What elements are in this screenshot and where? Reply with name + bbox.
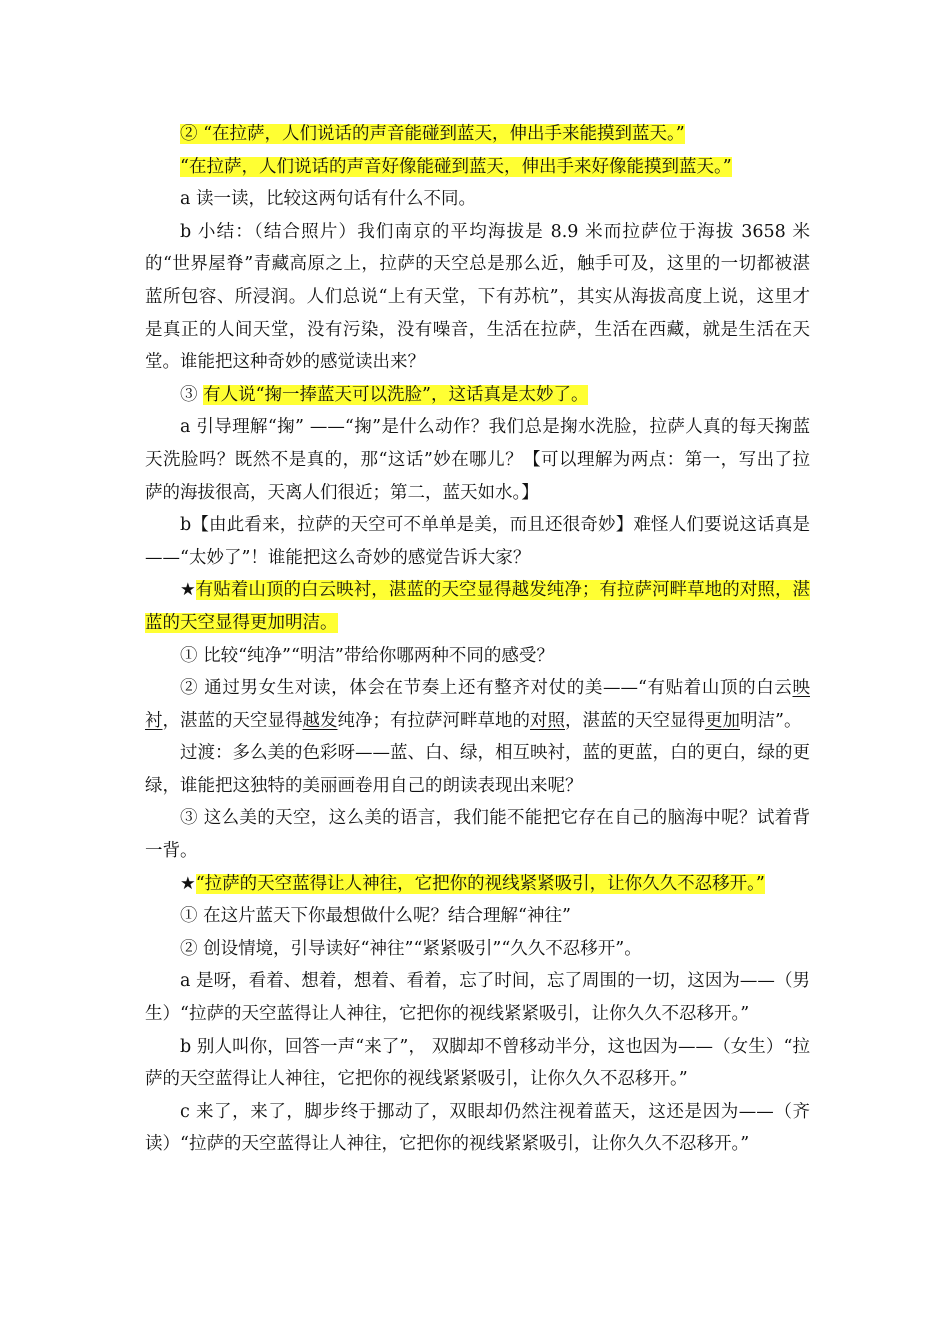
item-marker: ② [180,124,198,144]
paragraph: ② 创设情境，引导读好“神往”“紧紧吸引”“久久不忍移开”。 [180,938,642,959]
paragraph [145,379,810,412]
highlighted-quote: “在拉萨，人们说话的声音能碰到蓝天，伸出手来能摸到蓝天。” [203,124,685,144]
text-run: ，湛蓝的天空显得 [565,710,705,731]
underlined-word: 映衬 [145,678,810,731]
underlined-word: 越发 [302,710,338,731]
paragraph [145,672,810,737]
paragraph: b【由此看来，拉萨的天空可不单单是美，而且还很奇妙】难怪人们要说这话真是——“太妙了”！谁能把这么奇妙的感觉告诉大家？ [145,515,810,568]
text-run: 纯净；有拉萨河畔草地的 [337,710,530,731]
paragraph: b 别人叫你，回答一声“来了”， 双脚却不曾移动半分，这也因为——（女生）“拉萨的天空蓝得让人神往，它把你的视线紧紧吸引，让你久久不忍移开。” [145,1036,810,1090]
item-marker: ③ [180,384,198,405]
underlined-word: 对照 [530,710,565,731]
paragraph [145,574,810,639]
paragraph: ① 比较“纯净”“明洁”带给你哪两种不同的感受？ [180,645,554,666]
paragraph: a 引导理解“掬” ——“掬”是什么动作？我们总是掬水洗脸，拉萨人真的每天掬蓝天洗脸吗？既然不是真的，那“这话”妙在哪儿？【可以理解为两点：第一，写出了拉萨的海拔很高，天离人们很近；第二，蓝天如水。】 [145,417,810,503]
highlighted-quote: 有贴着山顶的白云映衬，湛蓝的天空显得越发纯净；有拉萨河畔草地的对照，湛蓝的天空显得更加明洁。 [145,580,810,633]
document-body [145,118,810,1161]
paragraph: c 来了，来了，脚步终于挪动了，双眼却仍然注视着蓝天，这还是因为——（齐读）“拉萨的天空蓝得让人神往，它把你的视线紧紧吸引，让你久久不忍移开。” [145,1101,810,1155]
star-icon: ★ [180,873,196,894]
paragraph: ③ 这么美的天空，这么美的语言，我们能不能把它存在自己的脑海中呢？试着背一背。 [145,808,810,862]
paragraph: b 小结：（结合照片）我们南京的平均海拔是 8.9 米而拉萨位于海拔 3658 米的“世界屋脊”青藏高原之上，拉萨的天空总是那么近，触手可及，这里的一切都被湛蓝所包容、所浸润。人们总说“上有天堂，下有苏杭”，其实从海拔高度上说，这里才是真正的人间天堂，没有污染，没有噪音，生活在拉萨，生活在西藏，就是生活在天堂。谁能把这种奇妙的感觉读出来？ [145,221,810,373]
paragraph: 过渡：多么美的色彩呀——蓝、白、绿，相互映衬，蓝的更蓝，白的更白，绿的更绿，谁能把这独特的美丽画卷用自己的朗读表现出来呢？ [145,743,810,796]
paragraph: a 读一读，比较这两句话有什么不同。 [180,189,476,210]
paragraph [145,118,810,151]
text-run: 明洁”。 [740,710,802,731]
text-run: ，湛蓝的天空显得 [162,710,303,731]
paragraph [145,151,810,184]
text-run: ② 通过男女生对读，体会在节奏上还有整齐对仗的美——“有贴着山顶的白云 [180,678,793,699]
underlined-word: 更加 [705,710,740,731]
paragraph: ① 在这片蓝天下你最想做什么呢？结合理解“神往” [180,906,571,927]
highlighted-quote: “拉萨的天空蓝得让人神往，它把你的视线紧紧吸引，让你久久不忍移开。” [195,873,765,894]
highlighted-quote: “在拉萨，人们说话的声音好像能碰到蓝天，伸出手来好像能摸到蓝天。” [180,156,732,177]
highlighted-quote: 有人说“掬一捧蓝天可以洗脸”，这话真是太妙了。 [203,384,589,405]
star-icon: ★ [180,580,196,601]
paragraph [145,868,810,901]
paragraph: a 是呀，看着、想着，想着、看着，忘了时间，忘了周围的一切，这因为——（男生）“拉萨的天空蓝得让人神往，它把你的视线紧紧吸引，让你久久不忍移开。” [145,971,810,1025]
